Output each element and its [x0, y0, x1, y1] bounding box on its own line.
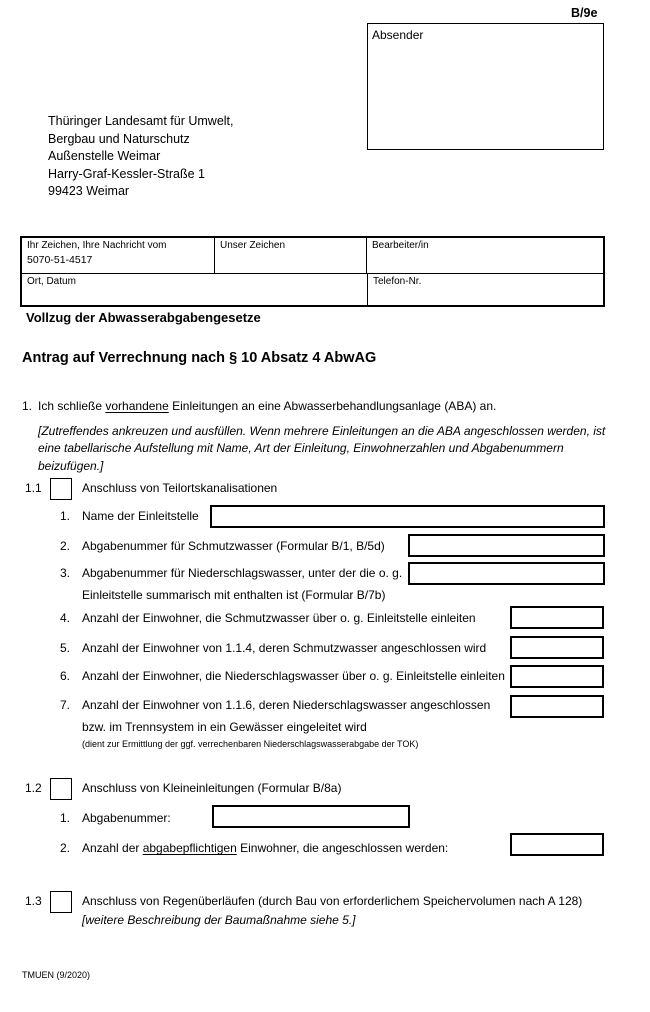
section-1-3-number: 1.3 — [25, 894, 42, 908]
abgabenummer-kleineinleitungen-input[interactable] — [212, 805, 410, 828]
einwohner-1-1-6-input[interactable] — [510, 695, 604, 718]
item-label: Anzahl der Einwohner, die Niederschlagswasser über o. g. Einleitstelle einleiten — [82, 669, 505, 683]
section-1-1-number: 1.1 — [25, 481, 42, 495]
einwohner-schmutzwasser-input[interactable] — [510, 606, 604, 629]
recipient-line: Harry-Graf-Kessler-Straße 1 — [48, 166, 205, 181]
item-label-part: Anzahl der — [82, 841, 143, 855]
item-label — [82, 841, 448, 855]
absender-label: Absender — [372, 28, 424, 42]
item-number: 2. — [60, 841, 71, 855]
recipient-line: Thüringer Landesamt für Umwelt, — [48, 114, 234, 128]
bearbeiter-label: Bearbeiter/in — [372, 240, 429, 251]
item-number: 4. — [60, 611, 71, 625]
intro-text: Einleitungen an eine Abwasserbehandlungsanlage (ABA) an. — [168, 399, 497, 413]
bearbeiter-cell — [367, 238, 603, 273]
form-code: B/9e — [571, 6, 598, 20]
telefon-label: Telefon-Nr. — [373, 276, 422, 287]
item-number: 7. — [60, 698, 71, 712]
item-label: Anzahl der Einwohner von 1.1.6, deren Niederschlagswasser angeschlossen — [82, 698, 491, 712]
subject-heading: Vollzug der Abwasserabgabengesetze — [26, 310, 261, 325]
recipient-line: 99423 Weimar — [48, 184, 130, 198]
einwohner-1-1-4-input[interactable] — [510, 636, 604, 659]
intro-text: Ich schließe — [38, 399, 106, 413]
section-1-2-label: Anschluss von Kleineinleitungen (Formular B/8a) — [82, 781, 342, 795]
item-number: 2. — [60, 539, 71, 553]
item-label: Abgabenummer für Schmutzwasser (Formular B/1, B/5d) — [82, 539, 385, 553]
ihr-zeichen-cell — [22, 238, 215, 273]
section-1-3-note: [weitere Beschreibung der Baumaßnahme siehe 5.] — [82, 913, 356, 927]
item-label: Anzahl der Einwohner von 1.1.4, deren Schmutzwasser angeschlossen wird — [82, 641, 487, 655]
item-label-part: Einwohner, die angeschlossen werden: — [236, 841, 449, 855]
recipient-line: Außenstelle Weimar — [48, 149, 161, 163]
abgabenummer-schmutzwasser-input[interactable] — [408, 534, 605, 557]
item-number: 1. — [60, 811, 71, 825]
ihr-zeichen-value: 5070-51-4517 — [27, 254, 93, 266]
item-note: (dient zur Ermittlung der ggf. verrechenbaren Niederschlagswasserabgabe der TOK) — [82, 739, 419, 749]
absender-box[interactable] — [367, 23, 604, 150]
telefon-cell — [368, 274, 603, 305]
section-1-number: 1. — [22, 399, 33, 413]
unser-zeichen-cell — [215, 238, 367, 273]
item-number: 3. — [60, 566, 71, 580]
checkbox-1-1[interactable] — [50, 478, 72, 500]
ihr-zeichen-label: Ihr Zeichen, Ihre Nachricht vom — [27, 240, 167, 251]
reference-table — [20, 236, 605, 307]
item-number: 5. — [60, 641, 71, 655]
item-label: Abgabenummer für Niederschlagswasser, unter der die o. g. — [82, 566, 403, 580]
section-1-note: [Zutreffendes ankreuzen und ausfüllen. Wenn mehrere Einleitungen an die ABA angeschlossen werden, ist eine tabellarische Aufstellung mit Name, Art der Einleitung, Einwohnerzahlen und Abgabenummern beizufügen.] — [38, 424, 606, 473]
section-1-intro — [22, 399, 496, 413]
checkbox-1-2[interactable] — [50, 778, 72, 800]
footer-text: TMUEN (9/2020) — [22, 970, 91, 980]
item-label-underlined: abgabepflichtigen — [142, 841, 237, 855]
recipient-address — [48, 113, 234, 201]
checkbox-1-3[interactable] — [50, 891, 72, 913]
item-number: 1. — [60, 509, 71, 523]
section-1-1-label: Anschluss von Teilortskanalisationen — [82, 481, 278, 495]
einleitstelle-name-input[interactable] — [210, 505, 605, 528]
section-1-2-number: 1.2 — [25, 781, 42, 795]
ort-datum-label: Ort, Datum — [27, 276, 76, 287]
item-label: bzw. im Trennsystem in ein Gewässer eingeleitet wird — [82, 720, 367, 734]
unser-zeichen-label: Unser Zeichen — [220, 240, 286, 251]
einwohner-abgabepflichtig-input[interactable] — [510, 833, 604, 856]
item-number: 6. — [60, 669, 71, 683]
recipient-line: Bergbau und Naturschutz — [48, 131, 190, 146]
item-label: Name der Einleitstelle — [82, 509, 199, 523]
ort-datum-cell — [22, 274, 368, 305]
einwohner-niederschlagswasser-input[interactable] — [510, 665, 604, 688]
item-label: Anzahl der Einwohner, die Schmutzwasser über o. g. Einleitstelle einleiten — [82, 611, 476, 625]
section-1-3-label: Anschluss von Regenüberläufen (durch Bau von erforderlichem Speichervolumen nach A 128) — [82, 894, 583, 908]
page-title: Antrag auf Verrechnung nach § 10 Absatz 4 AbwAG — [22, 350, 377, 366]
item-label: Einleitstelle summarisch mit enthalten ist (Formular B/7b) — [82, 588, 386, 602]
abgabenummer-niederschlagswasser-input[interactable] — [408, 562, 605, 585]
item-label: Abgabenummer: — [82, 811, 171, 825]
intro-underlined: vorhandene — [105, 399, 169, 413]
